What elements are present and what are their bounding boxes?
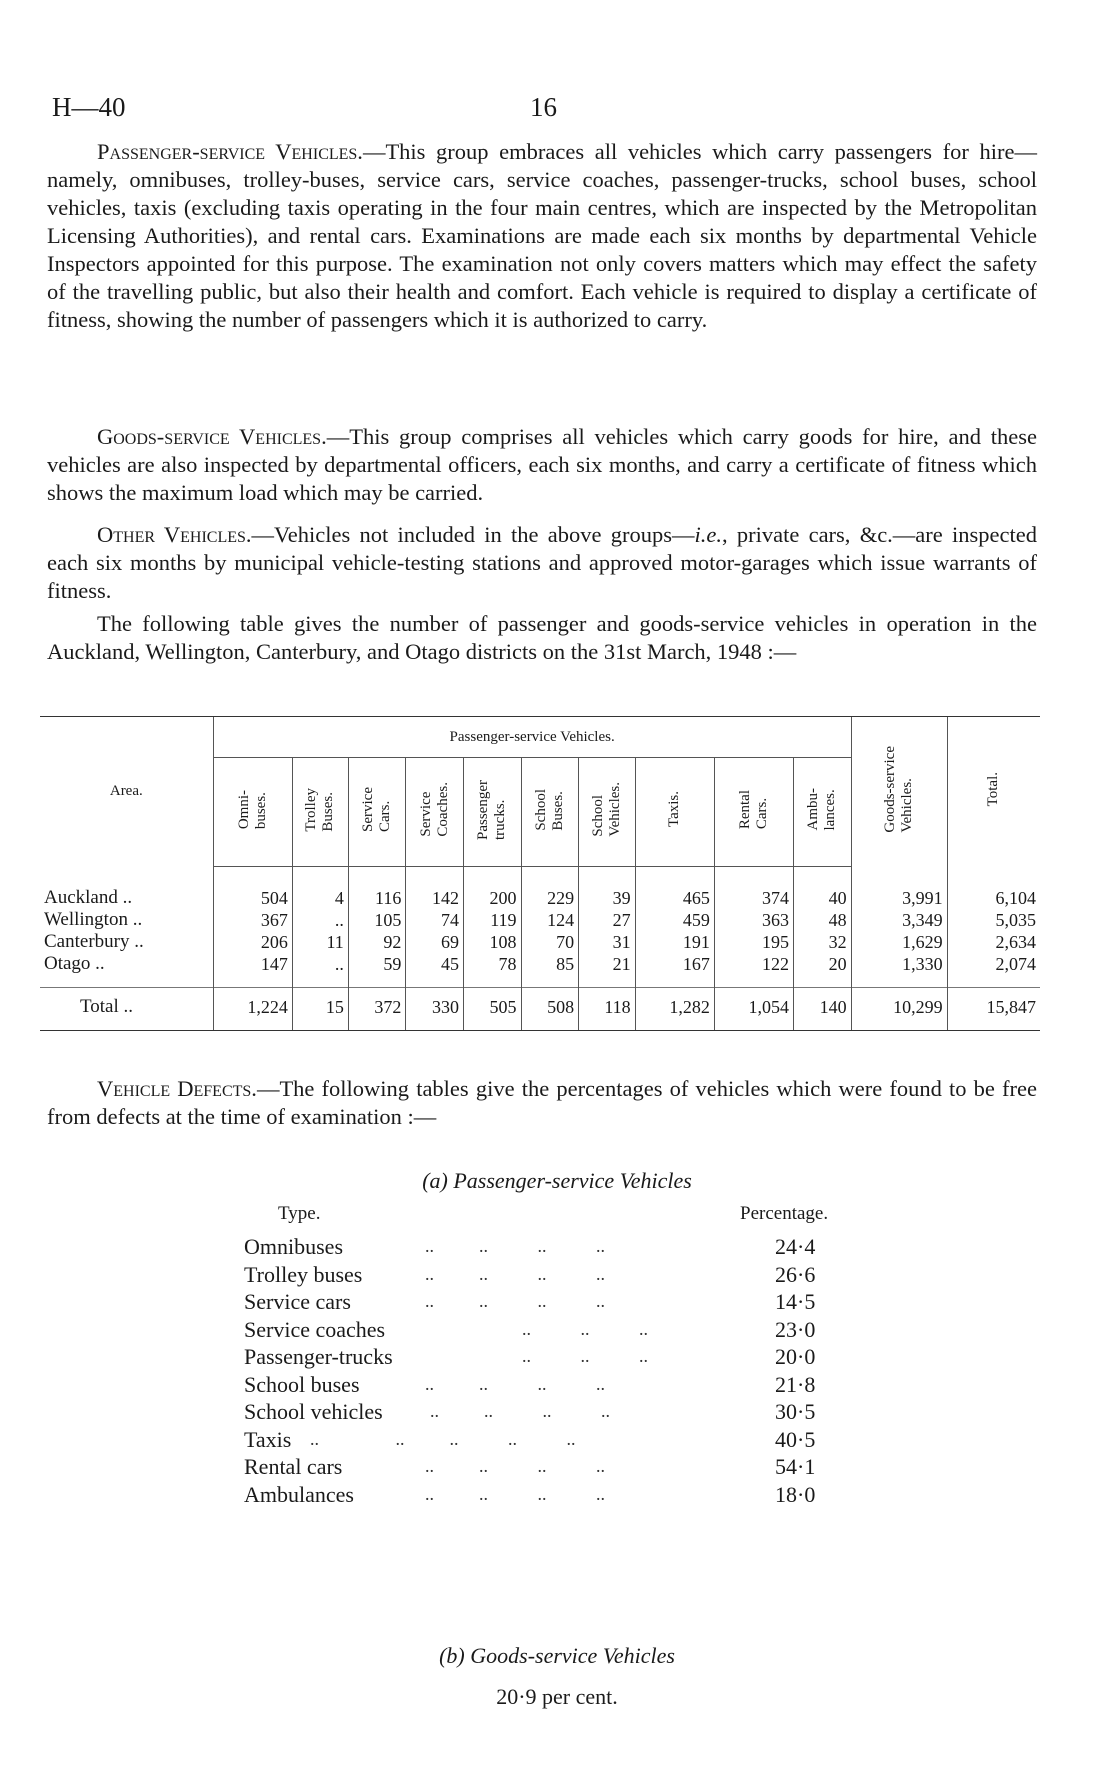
table-cell: 195 [714,931,793,953]
total-row [40,988,1040,1031]
table-cell: 330 [406,988,464,1031]
vehicle-type: Ambulances [244,1481,354,1507]
table-cell: .. [292,953,348,988]
column-header: School Vehicles. [579,758,636,867]
table-cell: 459 [635,909,714,931]
table-cell: 4 [292,867,348,910]
table-cell: 505 [463,988,521,1031]
table-cell: 21 [579,953,636,988]
percentage-value: 18·0 [775,1481,816,1507]
percentage-value: 14·5 [775,1289,816,1314]
list-item: .. .. .. .. Trolley buses 26·6 [244,1261,816,1287]
table-cell: 229 [521,867,579,910]
table-cell: 74 [406,909,464,931]
table-cell: 10,299 [851,988,947,1031]
table-cell: .. [292,909,348,931]
list-item: .. .. .. .. School buses 21·8 [244,1371,816,1397]
table-row [40,909,1040,931]
table-cell: 2,074 [947,953,1040,988]
list-item: .. .. .. Passenger-trucks 20·0 [244,1344,816,1369]
table-cell: 140 [794,988,852,1031]
table-cell: 118 [579,988,636,1031]
title-text: Passenger-service Vehicles [453,1168,692,1193]
percentage-value: 20·0 [775,1344,816,1369]
table-cell: 1,054 [714,988,793,1031]
table-cell: 119 [463,909,521,931]
table-cell: 108 [463,931,521,953]
area-cell: Otago .. [44,953,105,974]
section-heading: Passenger-service Vehicles. [97,139,363,164]
goods-percentage-value: 20·9 per cent. [496,1684,618,1709]
column-header: Taxis. [635,758,714,867]
table-cell: 1,224 [213,988,292,1031]
table-cell: 191 [635,931,714,953]
list-item: .. .. .. .. School vehicles 30·5 [244,1399,816,1424]
other-vehicles-paragraph [47,521,1037,605]
list-item: .. .. .. Service coaches 23·0 [244,1316,816,1342]
table-cell: 1,282 [635,988,714,1031]
column-header: Ambu- lances. [794,758,852,867]
pct-table-header [240,1203,880,1233]
passenger-service-paragraph [47,138,1037,334]
table-cell: 504 [213,867,292,910]
table-row [40,931,1040,953]
column-header: Trolley Buses. [292,758,348,867]
goods-pct-title [0,1643,1114,1669]
list-item: .. .. .. .. Ambulances 18·0 [244,1481,816,1507]
section-heading: Goods-service Vehicles. [97,424,327,449]
vehicle-type: Service cars [244,1289,351,1314]
passenger-percentage-table [240,1203,880,1508]
table-cell: 167 [635,953,714,988]
table-cell: 1,330 [851,953,947,988]
column-header: Service Cars. [348,758,406,867]
type-column-header: Type. [278,1203,321,1224]
table-cell: 374 [714,867,793,910]
table-cell: 6,104 [947,867,1040,910]
table-intro-paragraph [47,610,1037,666]
page-number: 16 [530,92,557,122]
percentage-value: 21·8 [775,1371,816,1397]
table-cell: 5,035 [947,909,1040,931]
table-row [40,953,1040,988]
area-cell: Canterbury .. [44,931,144,952]
table-cell: 200 [463,867,521,910]
column-header: Service Coaches. [406,758,464,867]
table-cell: 92 [348,931,406,953]
list-item: .. .. .. .. Omnibuses 24·4 [244,1234,816,1259]
column-header: Goods-service Vehicles. [851,717,947,867]
table-cell: 3,991 [851,867,947,910]
list-item: .. .. .. .. Rental cars 54·1 [244,1454,816,1479]
table-cell: 508 [521,988,579,1031]
table-cell: 105 [348,909,406,931]
vehicle-defects-paragraph [47,1075,1037,1131]
table-cell: 142 [406,867,464,910]
vehicle-type: School vehicles [244,1399,383,1424]
table-cell: 78 [463,953,521,988]
table-cell: 27 [579,909,636,931]
table-cell: 147 [213,953,292,988]
table-cell: 206 [213,931,292,953]
title-prefix: (b) [439,1643,465,1668]
paragraph-text: —This group embraces all vehicles which carry passengers for hire—namely, omnibuses, trolley-buses, service cars, service coaches, passenger-trucks, school buses, school vehicles, taxis (excluding taxis operating in the four main centres, which are inspected by the Metropolitan Licensing Authorities), and rental cars. Examinations are made each six months by departmental Vehicle Inspectors appointed for this purpose. The examination not only covers matters which may effect the safety of the travelling public, but also their health and comfort. Each vehicle is required to display a certificate of fitness, showing the number of passengers which it is authorized to carry. [47,139,1037,332]
column-header: Passenger trucks. [463,758,521,867]
table-cell: 69 [406,931,464,953]
title-prefix: (a) [422,1168,448,1193]
table-cell: 3,349 [851,909,947,931]
column-header: Rental Cars. [714,758,793,867]
paragraph-text: —Vehicles not included in the above groups— [251,522,695,547]
ie-abbrev: i.e. [694,522,722,547]
table-row [40,867,1040,910]
table-cell: 59 [348,953,406,988]
percentage-value: 54·1 [775,1454,816,1479]
area-cell: Auckland .. [44,886,133,908]
paragraph-text: The following table gives the number of passenger and goods-service vehicles in operation in the Auckland, Wellington, Canterbury, and Otago districts on the 31st March, 1948 :— [47,611,1037,664]
page-header [52,92,1052,132]
total-label: Total .. [40,988,213,1031]
table-cell: 85 [521,953,579,988]
table-cell: 124 [521,909,579,931]
table-cell: 372 [348,988,406,1031]
table-cell: 39 [579,867,636,910]
vehicle-type: School buses [244,1371,360,1397]
column-header: Omni- buses. [213,758,292,867]
table-cell: 15,847 [947,988,1040,1031]
report-code: H—40 [52,92,126,122]
table-cell: 31 [579,931,636,953]
table-cell: 11 [292,931,348,953]
paragraph-text: —This group comprises all vehicles which carry goods for hire, and these vehicles are also inspected by departmental officers, each six months, and carry a certificate of fitness which shows the maximum load which may be carried. [47,424,1037,505]
list-item: .. .. .. .. Service cars 14·5 [244,1289,816,1314]
table-cell: 15 [292,988,348,1031]
vehicle-count-table [40,716,1040,1031]
column-header: Total. [947,717,1040,867]
area-cell: Wellington .. [44,909,143,930]
table-cell: 45 [406,953,464,988]
vehicle-type: Passenger-trucks [244,1344,393,1369]
percentage-value: 26·6 [775,1261,816,1287]
table-cell: 20 [794,953,852,988]
vehicle-type: Trolley buses [244,1261,363,1287]
list-item: .. .. .. .. .. Taxis 40·5 [244,1426,816,1452]
paragraph-text-cont: , private cars, &c.—are inspected each six months by municipal vehicle-testing stations and approved motor-garages which issue warrants of fitness. [47,522,1037,603]
vehicle-type: Rental cars [244,1454,343,1479]
percentage-value: 40·5 [775,1426,816,1452]
title-text: Goods-service Vehicles [470,1643,675,1668]
table-cell: 32 [794,931,852,953]
table-cell: 70 [521,931,579,953]
percentage-value: 23·0 [775,1316,816,1342]
table-cell: 2,634 [947,931,1040,953]
area-column-header: Area. [40,717,213,867]
section-heading: Vehicle Defects. [97,1076,257,1101]
table-cell: 122 [714,953,793,988]
vehicle-type: Taxis [244,1426,292,1452]
column-header: School Buses. [521,758,579,867]
paragraph-text: —The following tables give the percentages of vehicles which were found to be free from defects at the time of examination :— [47,1076,1037,1129]
percentage-value: 30·5 [775,1399,816,1424]
table-cell: 363 [714,909,793,931]
percentage-column-header: Percentage. [740,1203,829,1224]
table-cell: 40 [794,867,852,910]
vehicle-type: Omnibuses [244,1234,343,1259]
passenger-pct-title [0,1168,1114,1194]
table-cell: 1,629 [851,931,947,953]
table-cell: 48 [794,909,852,931]
passenger-group-header: Passenger-service Vehicles. [213,717,851,758]
vehicle-type: Service coaches [244,1316,386,1342]
percentage-value: 24·4 [775,1234,816,1259]
table-cell: 116 [348,867,406,910]
table-cell: 465 [635,867,714,910]
section-heading: Other Vehicles. [97,522,252,547]
table-cell: 367 [213,909,292,931]
goods-service-paragraph [47,423,1037,507]
